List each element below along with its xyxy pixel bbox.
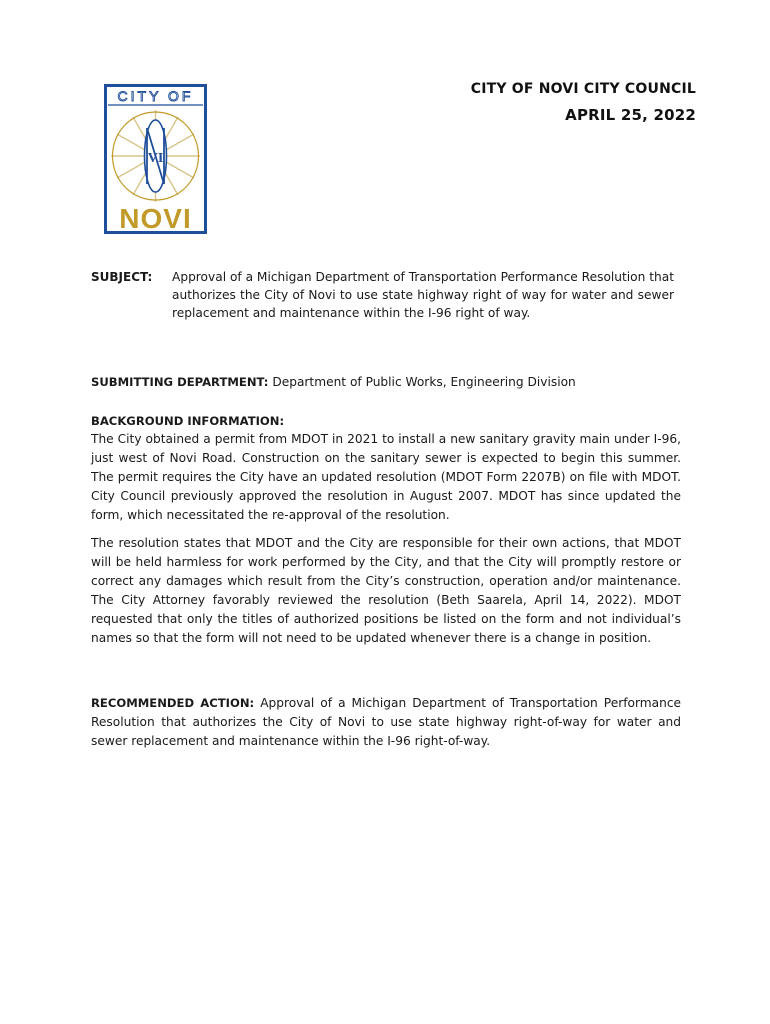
background-label: BACKGROUND INFORMATION: (91, 414, 285, 428)
recommended-action (91, 694, 681, 751)
logo-bottom-text: NOVI (119, 203, 192, 234)
submitting-department-text: Department of Public Works, Engineering Division (272, 375, 576, 389)
background-section (91, 412, 681, 525)
background-paragraph-2: The resolution states that MDOT and the City are responsible for their own actions, that MDOT will be held harmless for work performed by the City, and that the City will promptly restore or correct any damages which result from the City’s construction, operation and/or maintenance. The City Attorney favorably reviewed the resolution (Beth Saarela, April 14, 2022). MDOT requested that only the titles of authorized positions be listed on the form and not individual’s names so that the form will not need to be updated whenever there is a change in position. (91, 536, 681, 645)
submitting-department-label: SUBMITTING DEPARTMENT: (91, 375, 269, 389)
header-council-title: CITY OF NOVI CITY COUNCIL (470, 81, 696, 97)
city-of-novi-logo (104, 84, 207, 234)
background-paragraph-1: The City obtained a permit from MDOT in 2021 to install a new sanitary gravity main under I-96, just west of Novi Road. Construction on the sanitary sewer is expected to begin this summer. The permit requires the City have an updated resolution (MDOT Form 2207B) on file with MDOT. City Council previously approved the resolution in August 2007. MDOT has since updated the form, which necessitated the re-approval of the resolution. (91, 432, 681, 522)
recommended-action-label: RECOMMENDED ACTION: (91, 696, 255, 710)
submitting-department (91, 373, 681, 392)
logo-top-text: CITY OF (117, 88, 194, 104)
document-header (471, 76, 696, 128)
svg-text:VI: VI (147, 151, 164, 166)
header-date: APRIL 25, 2022 (565, 106, 696, 124)
subject-text: Approval of a Michigan Department of Transportation Performance Resolution that authorizes the City of Novi to use state highway right of way for water and sewer replacement and maintenance within the I-96 right of way. (172, 270, 674, 320)
recommended-action-text: Approval of a Michigan Department of Transportation Performance Resolution that authorizes the City of Novi to use state highway right-of-way for water and sewer replacement and maintenance within the I-96 right-of-way. (91, 696, 682, 748)
subject-label: SUBJECT: (91, 270, 153, 284)
